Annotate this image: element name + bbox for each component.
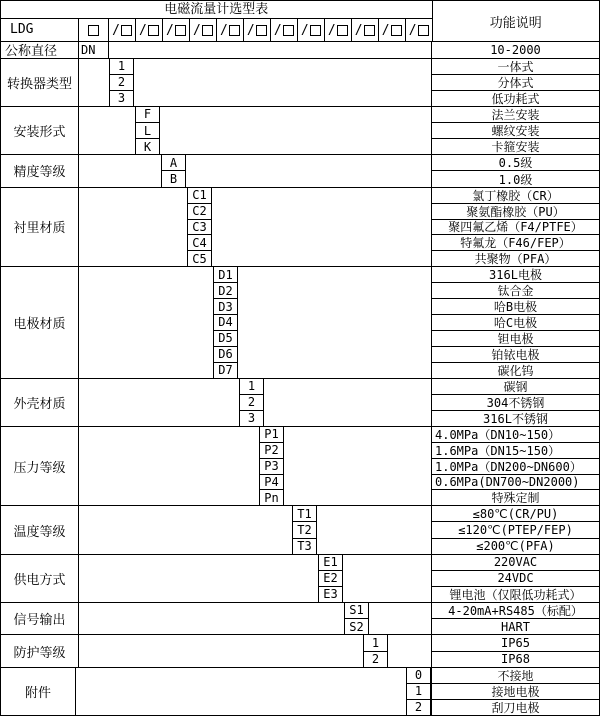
code-column [344, 603, 369, 634]
desc-column [431, 59, 599, 106]
code-cell: 1 [240, 379, 263, 395]
code-column [239, 379, 264, 426]
desc-column [431, 506, 599, 553]
code-box-icon [202, 25, 213, 36]
spacer [79, 506, 292, 553]
code-slot-first [79, 19, 109, 41]
table-header [1, 1, 599, 41]
desc-cell: 316L不锈钢 [483, 411, 548, 426]
code-cell: C5 [192, 251, 207, 266]
category-label: 压力等级 [1, 427, 79, 506]
desc-cell: 哈B电极 [432, 299, 599, 315]
group-power-supply [1, 554, 599, 602]
function-description-header: 功能说明 [432, 1, 599, 41]
spacer [160, 107, 431, 154]
desc-cell: 1.0级 [498, 172, 533, 187]
code-cell: C4 [188, 235, 211, 251]
code-box-icon [391, 25, 402, 36]
spacer [212, 188, 431, 267]
group-housing-material [1, 378, 599, 426]
slash-separator: / [139, 22, 147, 38]
spacer [264, 379, 431, 426]
desc-cell: 聚氨酯橡胶（PU） [432, 204, 599, 220]
group-signal-output [1, 602, 599, 634]
spacer [134, 59, 431, 106]
code-cell: P1 [260, 427, 283, 443]
code-cell: 1 [364, 635, 387, 651]
model-code-row [1, 19, 432, 41]
desc-cell: 220VAC [432, 555, 599, 571]
spacer [79, 155, 161, 186]
group-lining-material [1, 187, 599, 267]
desc-cell: 不接地 [432, 668, 599, 684]
code-box-icon [175, 25, 186, 36]
desc-column [431, 555, 599, 602]
desc-cell: 4-20mA+RS485（标配） [432, 603, 599, 619]
spacer [238, 267, 431, 377]
desc-cell: 4.0MPa（DN10~150） [432, 427, 599, 443]
desc-cell: 304不锈钢 [432, 395, 599, 411]
code-slot [271, 19, 298, 41]
group-pressure-rating [1, 426, 599, 506]
code-cell: S1 [345, 603, 368, 619]
spacer [317, 506, 431, 553]
code-slot [163, 19, 190, 41]
code-column [109, 59, 134, 106]
spacer [79, 603, 344, 634]
code-column [318, 555, 343, 602]
group-temperature-rating [1, 505, 599, 553]
desc-column [431, 42, 599, 58]
code-column [135, 107, 160, 154]
desc-cell: 钽电极 [432, 331, 599, 347]
desc-cell: 铂铱电极 [432, 347, 599, 363]
desc-cell: IP68 [501, 652, 530, 667]
code-cell: D5 [214, 331, 237, 347]
desc-cell: 24VDC [432, 571, 599, 587]
desc-cell: 0.5级 [432, 155, 599, 171]
code-cell: E3 [323, 587, 338, 602]
code-slot [298, 19, 325, 41]
desc-column [431, 379, 599, 426]
slash-separator: / [219, 22, 228, 38]
desc-cell: IP65 [432, 635, 599, 651]
desc-cell: 1.6MPa（DN15~150） [432, 443, 599, 459]
desc-cell: 一体式 [432, 59, 599, 75]
code-cell: 3 [117, 91, 126, 106]
code-cell: 2 [371, 652, 380, 667]
category-label: 信号输出 [1, 603, 79, 634]
code-column [363, 635, 388, 666]
spacer [76, 668, 406, 715]
desc-column [431, 107, 599, 154]
desc-cell: HART [501, 619, 530, 634]
desc-cell: 卡箍安装 [491, 140, 540, 155]
code-cell: Pn [264, 490, 279, 505]
code-box-icon [364, 25, 375, 36]
code-cell: F [136, 107, 159, 123]
group-converter-type [1, 58, 599, 106]
code-cell: A [162, 155, 185, 171]
code-slot [244, 19, 271, 41]
code-box-icon [418, 25, 429, 36]
category-label: 转换器类型 [1, 59, 79, 106]
code-slot [325, 19, 352, 41]
code-cell: 2 [110, 75, 133, 91]
spacer [284, 427, 431, 506]
spacer [79, 555, 318, 602]
slash-separator: / [166, 22, 174, 38]
category-label: 防护等级 [1, 635, 79, 666]
code-cell: C2 [188, 204, 211, 220]
desc-cell: ≤120℃(PTEP/FEP) [432, 522, 599, 538]
code-cell: T3 [297, 539, 312, 554]
desc-column [431, 155, 599, 186]
desc-column [431, 427, 599, 506]
code-column [406, 668, 431, 715]
code-cell: S2 [349, 619, 364, 634]
code-cell: 2 [240, 395, 263, 411]
code-column [259, 427, 284, 506]
desc-column [431, 188, 599, 267]
group-installation-form [1, 106, 599, 154]
code-column [187, 188, 212, 267]
slash-separator: / [246, 22, 255, 38]
desc-cell: 聚四氟乙烯（F4/PTFE） [432, 220, 599, 236]
group-accessories [1, 667, 599, 715]
category-label: 温度等级 [1, 506, 79, 553]
desc-column [431, 267, 599, 377]
code-box-icon [229, 25, 240, 36]
slash-separator: / [112, 22, 120, 38]
desc-cell: 1.0MPa（DN200~DN600） [432, 459, 599, 475]
group-protection-rating [1, 634, 599, 666]
category-label: 安装形式 [1, 107, 79, 154]
desc-cell: 共聚物（PFA） [474, 252, 557, 267]
code-cell: L [136, 123, 159, 139]
code-column [161, 155, 186, 186]
group-accuracy-class [1, 154, 599, 186]
code-cell: B [169, 172, 178, 187]
code-cell: T1 [293, 506, 316, 522]
spacer [109, 42, 431, 58]
category-label: 精度等级 [1, 155, 79, 186]
code-box-icon [148, 25, 159, 36]
code-cell: 1 [110, 59, 133, 75]
desc-cell: 螺纹安装 [432, 123, 599, 139]
code-cell: D7 [218, 363, 233, 378]
group-electrode-material [1, 266, 599, 377]
code-box-icon [283, 25, 294, 36]
category-label: 附件 [1, 668, 76, 715]
code-cell: P4 [260, 475, 283, 491]
spacer [388, 635, 431, 666]
code-cell: DN [79, 42, 109, 58]
desc-cell: 接地电极 [432, 684, 599, 700]
category-label: 公称直径 [1, 42, 79, 58]
spacer [79, 635, 363, 666]
spacer [79, 107, 135, 154]
code-cell: C3 [188, 220, 211, 236]
spacer [79, 427, 259, 506]
code-cell: 2 [414, 700, 423, 715]
desc-cell: 10-2000 [490, 42, 541, 57]
slash-separator: / [273, 22, 282, 38]
code-cell: D3 [214, 299, 237, 315]
category-label: 电极材质 [1, 267, 79, 377]
code-box-icon [337, 25, 348, 36]
slash-separator: / [327, 22, 336, 38]
desc-cell: ≤200℃(PFA) [476, 539, 555, 554]
desc-cell: 法兰安装 [432, 107, 599, 123]
code-cell: P2 [260, 443, 283, 459]
spacer [79, 188, 187, 267]
desc-cell: 钛合金 [432, 283, 599, 299]
spacer [79, 379, 239, 426]
code-cell: T2 [293, 522, 316, 538]
desc-cell: 特殊定制 [491, 491, 540, 506]
code-cell: 1 [407, 684, 430, 700]
desc-cell: 锂电池（仅限低功耗式） [449, 587, 582, 602]
code-cell: 3 [247, 411, 256, 426]
desc-cell: 哈C电极 [432, 315, 599, 331]
code-slot [136, 19, 163, 41]
code-cell: K [143, 139, 152, 154]
spacer [369, 603, 431, 634]
category-label: 供电方式 [1, 555, 79, 602]
code-cell: D2 [214, 283, 237, 299]
slash-separator: / [381, 22, 390, 38]
code-cell: E1 [319, 555, 342, 571]
desc-cell: ≤80℃(CR/PU) [432, 506, 599, 522]
model-prefix-label: LDG [1, 19, 79, 41]
code-slot [109, 19, 136, 41]
code-cell: D4 [214, 315, 237, 331]
desc-cell: 0.6MPa(DN700~DN2000) [432, 475, 599, 491]
group-nominal-diameter [1, 41, 599, 58]
slash-separator: / [300, 22, 309, 38]
desc-cell: 特氟龙（F46/FEP） [432, 235, 599, 251]
code-cell: D1 [214, 267, 237, 283]
slash-separator: / [408, 22, 417, 38]
code-box-icon [256, 25, 267, 36]
code-column [292, 506, 317, 553]
slash-separator: / [192, 22, 201, 38]
code-slot [406, 19, 432, 41]
desc-column [431, 668, 599, 715]
desc-cell: 316L电极 [432, 267, 599, 283]
desc-column [431, 603, 599, 634]
code-cell: 0 [407, 668, 430, 684]
code-slot [379, 19, 406, 41]
slash-separator: / [354, 22, 363, 38]
code-cell: P3 [260, 459, 283, 475]
code-cell: D6 [214, 347, 237, 363]
desc-column [431, 635, 599, 666]
code-box-icon [88, 25, 99, 36]
code-slot [217, 19, 244, 41]
code-cell: C1 [188, 188, 211, 204]
spacer [79, 267, 213, 377]
page-title: 电磁流量计选型表 [1, 1, 432, 19]
desc-cell: 刮刀电极 [491, 700, 540, 715]
spacer [79, 59, 109, 106]
category-label: 外壳材质 [1, 379, 79, 426]
code-cell: E2 [319, 571, 342, 587]
desc-cell: 低功耗式 [491, 91, 540, 106]
code-box-icon [121, 25, 132, 36]
spacer [343, 555, 431, 602]
code-column [213, 267, 238, 377]
code-slot [352, 19, 379, 41]
desc-cell: 碳化钨 [497, 363, 534, 378]
desc-cell: 分体式 [432, 75, 599, 91]
header-left [1, 1, 432, 41]
desc-cell: 碳钢 [432, 379, 599, 395]
code-box-icon [310, 25, 321, 36]
category-label: 衬里材质 [1, 188, 79, 267]
spacer [186, 155, 431, 186]
code-slot [190, 19, 217, 41]
desc-cell: 氯丁橡胶（CR） [432, 188, 599, 204]
